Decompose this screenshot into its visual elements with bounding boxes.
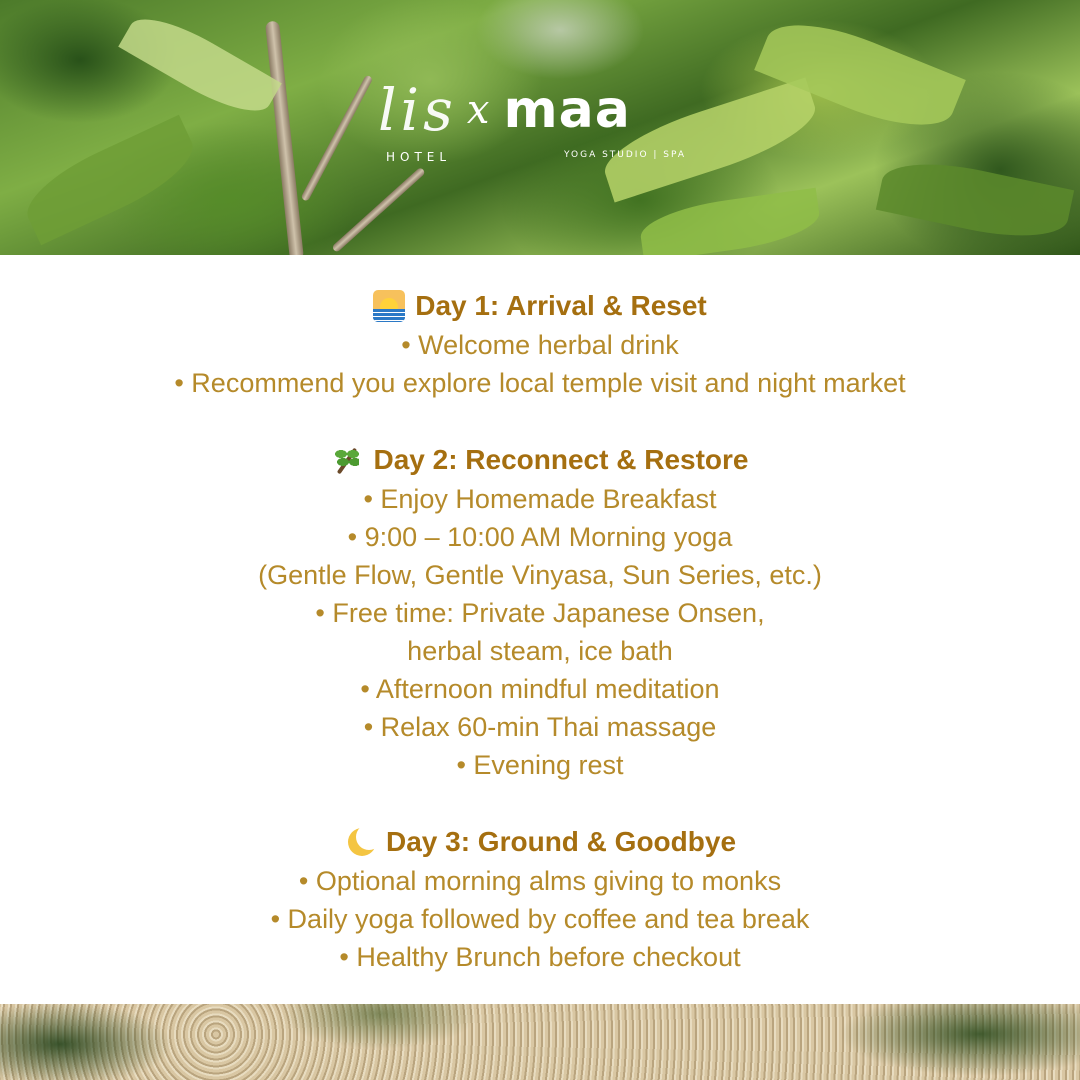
list-item: • Recommend you explore local temple visit and night market	[174, 368, 906, 398]
leaf	[637, 188, 822, 255]
logo-separator: x	[466, 87, 490, 133]
leaf	[118, 3, 282, 126]
list-item: • 9:00 – 10:00 AM Morning yoga	[347, 522, 733, 552]
list-item: • Afternoon mindful meditation	[360, 674, 720, 704]
tree-branch	[331, 167, 426, 253]
logo-hotel-name: lis	[378, 76, 457, 144]
itinerary	[0, 270, 1080, 976]
list-item: • Welcome herbal drink	[401, 330, 679, 360]
gravel-banner-bottom	[0, 1004, 1080, 1080]
list-item: • Free time: Private Japanese Onsen,	[315, 598, 765, 628]
list-item: herbal steam, ice bath	[407, 636, 673, 666]
list-item: • Optional morning alms giving to monks	[298, 866, 782, 896]
list-item: • Daily yoga followed by coffee and tea break	[270, 904, 810, 934]
list-item: • Relax 60-min Thai massage	[363, 712, 717, 742]
day-title-text: Day 2: Reconnect & Restore	[373, 444, 749, 475]
day-1-section	[0, 286, 1080, 402]
day-2-section	[0, 440, 1080, 784]
day-1-title	[0, 286, 1080, 326]
day-2-title	[0, 440, 1080, 480]
brand-logo	[378, 78, 708, 178]
logo-studio-name: maa	[503, 80, 631, 140]
list-item: • Healthy Brunch before checkout	[339, 942, 741, 972]
logo-studio-subtitle: YOGA STUDIO | SPA	[564, 150, 687, 160]
day-title-text: Day 1: Arrival & Reset	[415, 290, 707, 321]
crescent-moon-icon	[344, 826, 376, 858]
day-title-text: Day 3: Ground & Goodbye	[385, 826, 737, 857]
list-item: (Gentle Flow, Gentle Vinyasa, Sun Series, etc.)	[258, 560, 822, 590]
logo-hotel-subtitle: HOTEL	[386, 150, 452, 164]
leaf	[876, 151, 1074, 249]
tree-trunk	[265, 21, 304, 255]
list-item: • Enjoy Homemade Breakfast	[363, 484, 717, 514]
tree-branch	[300, 75, 373, 202]
day-3-title	[0, 822, 1080, 862]
day-3-section	[0, 822, 1080, 976]
foliage-banner-top	[0, 0, 1080, 255]
leaf	[16, 115, 204, 245]
herb-icon	[331, 444, 363, 476]
sunrise-icon	[373, 290, 405, 322]
list-item: • Evening rest	[456, 750, 624, 780]
